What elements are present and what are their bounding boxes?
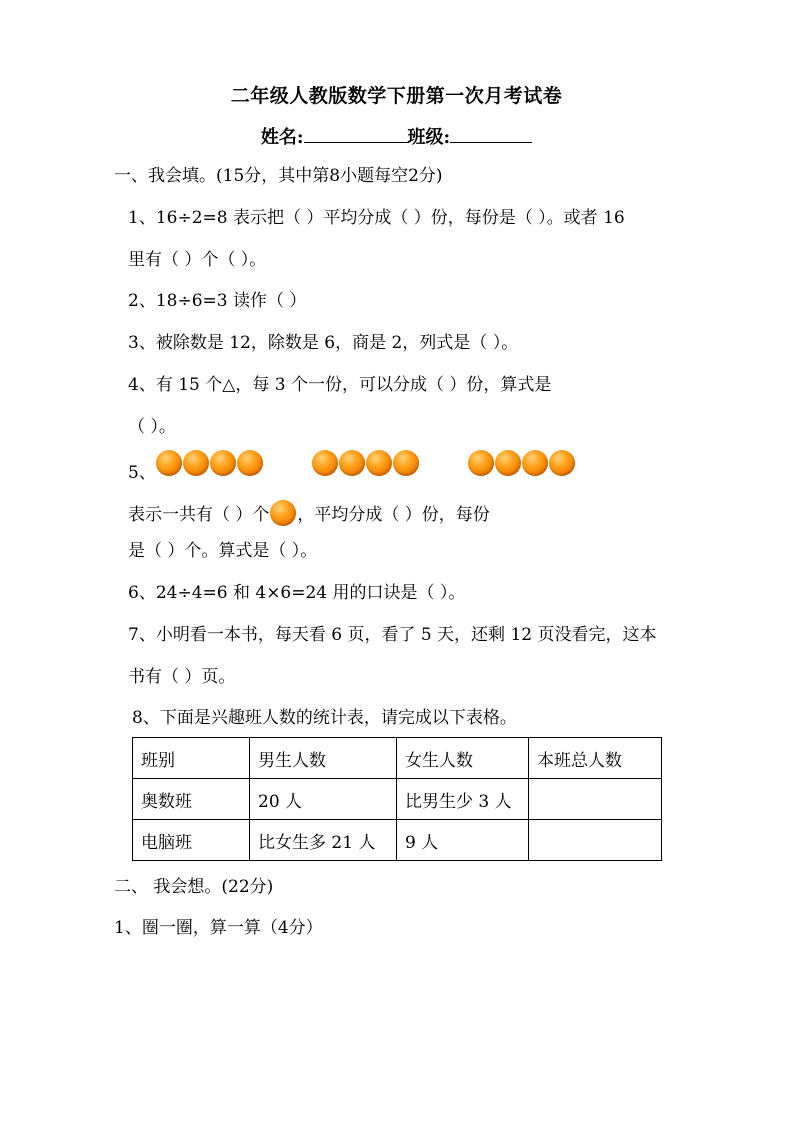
name-blank[interactable] [304, 124, 408, 143]
orange-group-1 [156, 450, 264, 476]
orange-icon [468, 450, 494, 476]
question-7-line-1: 7、小明看一本书，每天看 6 页，看了 5 天，还剩 12 页没看完，这本 [128, 625, 657, 645]
table-cell: 20 人 [250, 779, 397, 820]
orange-icon [312, 450, 338, 476]
table-cell: 9 人 [397, 820, 529, 861]
name-label: 姓名: [260, 127, 304, 148]
table-cell: 比女生多 21 人 [250, 820, 397, 861]
orange-icon [237, 450, 263, 476]
stats-table [132, 737, 662, 861]
question-1-line-1: 1、16÷2=8 表示把（ ）平均分成（ ）份，每份是（ ）。或者 16 [128, 208, 625, 228]
table-cell: 奥数班 [133, 779, 250, 820]
class-blank[interactable] [450, 124, 532, 143]
name-class-line [0, 124, 793, 150]
question-3: 3、被除数是 12，除数是 6，商是 2，列式是（ ）。 [128, 333, 519, 353]
question-7-line-2: 书有（ ）页。 [128, 667, 236, 687]
table-header-cell: 男生人数 [250, 738, 397, 779]
table-row [133, 820, 662, 861]
table-header-cell: 本班总人数 [529, 738, 662, 779]
orange-icon [270, 500, 296, 526]
table-row [133, 779, 662, 820]
orange-icon [495, 450, 521, 476]
class-label: 班级: [407, 127, 451, 148]
question-8: 8、下面是兴趣班人数的统计表，请完成以下表格。 [132, 708, 517, 728]
question-1-line-2: 里有（ ）个（ ）。 [128, 250, 267, 270]
table-answer-cell[interactable] [529, 820, 662, 861]
orange-icon [156, 450, 182, 476]
orange-group-3 [468, 450, 576, 476]
table-header-cell: 女生人数 [397, 738, 529, 779]
table-answer-cell[interactable] [529, 779, 662, 820]
table-header-cell: 班别 [133, 738, 250, 779]
table-cell: 电脑班 [133, 820, 250, 861]
orange-icon [549, 450, 575, 476]
table-cell: 比男生少 3 人 [397, 779, 529, 820]
question-4-line-2: （ ）。 [128, 417, 176, 437]
question-2: 2、18÷6=3 读作（ ） [128, 291, 307, 311]
orange-icon [210, 450, 236, 476]
orange-icon [183, 450, 209, 476]
question-4-line-1: 4、有 15 个△，每 3 个一份，可以分成（ ）份，算式是 [128, 375, 552, 395]
table-header-row [133, 738, 662, 779]
orange-icon [522, 450, 548, 476]
question-5-label: 5、 [128, 463, 156, 483]
question-5-line-1-b: ，平均分成（ ）份，每份 [297, 505, 490, 525]
orange-icon [393, 450, 419, 476]
orange-icon [339, 450, 365, 476]
orange-icon [366, 450, 392, 476]
question-5-line-2: 是（ ）个。算式是（ ）。 [128, 541, 318, 561]
section-1-heading: 一、我会填。(15分，其中第8小题每空2分) [114, 166, 443, 186]
question-5-line-1 [128, 504, 490, 526]
question-6: 6、24÷4=6 和 4×6=24 用的口诀是（ ）。 [128, 583, 466, 603]
section-2-heading: 二、 我会想。(22分) [114, 877, 274, 897]
page-title: 二年级人教版数学下册第一次月考试卷 [230, 85, 563, 107]
question-5-line-1-a: 表示一共有（ ）个 [128, 505, 270, 525]
section-2-question-1: 1、圈一圈，算一算（4分） [114, 918, 323, 938]
orange-group-2 [312, 450, 420, 476]
